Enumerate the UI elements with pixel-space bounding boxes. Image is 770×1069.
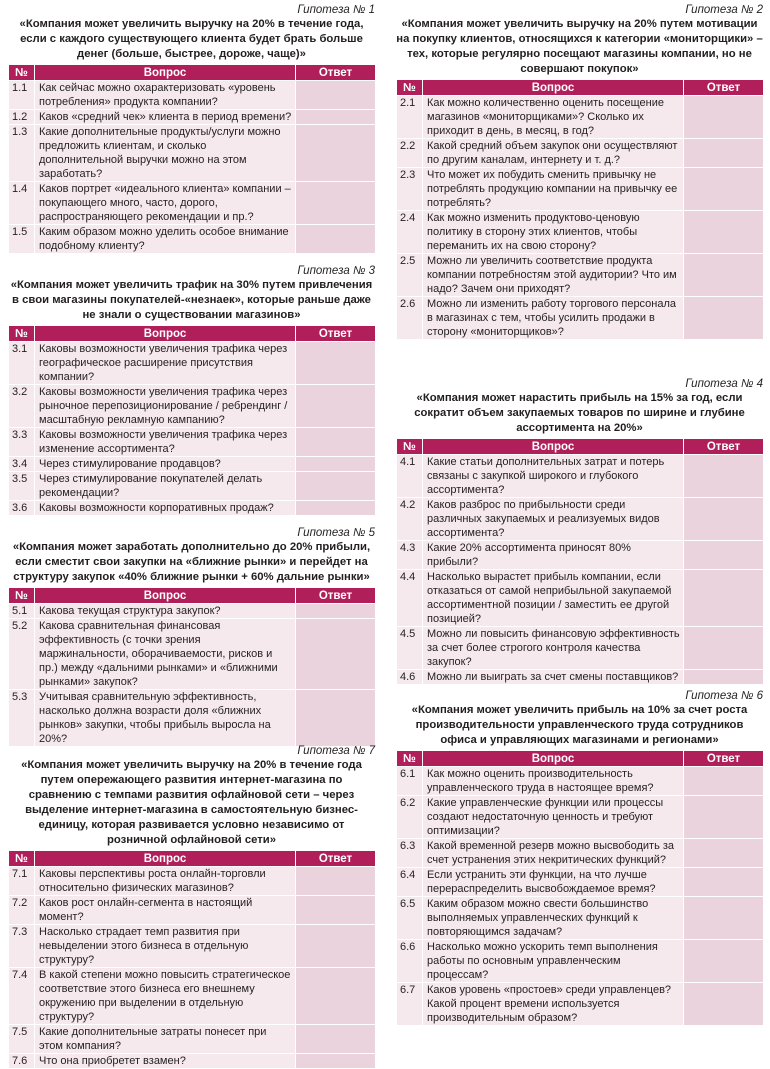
table-row (397, 627, 764, 670)
column-header-question: Вопрос (35, 851, 296, 867)
answer-cell[interactable] (684, 297, 764, 340)
question-text: Какие 20% ассортимента приносят 80% прибыли? (423, 541, 684, 570)
answer-cell[interactable] (296, 1025, 376, 1054)
table-row (9, 110, 376, 125)
column-header-question: Вопрос (35, 326, 296, 342)
answer-cell[interactable] (296, 125, 376, 182)
answer-cell[interactable] (296, 501, 376, 516)
table-row (397, 96, 764, 139)
column-header-answer: Ответ (684, 439, 764, 455)
hypothesis-label: Гипотеза № 1 (297, 4, 375, 16)
question-text: Каков уровень «простоев» среди управленцев? Какой процент времени используется производительным образом? (423, 983, 684, 1026)
table-header (397, 439, 764, 455)
column-header-number: № (9, 588, 35, 604)
question-text: Какова сравнительная финансовая эффективность (с точки зрения маржинальности, оборачиваемости, рисков и пр.) между «дальними рынками» и «ближними рынками» закупок? (35, 619, 296, 690)
question-text: Какие статьи дополнительных затрат и потерь связаны с закупкой широкого и глубокого ассортимента? (423, 455, 684, 498)
question-number: 7.5 (9, 1025, 35, 1054)
question-number: 2.5 (397, 254, 423, 297)
answer-cell[interactable] (684, 498, 764, 541)
question-number: 3.3 (9, 428, 35, 457)
question-number: 3.5 (9, 472, 35, 501)
question-text: Можно ли увеличить соответствие продукта компании потребностям этой аудитории? Что им надо? Зачем они приходят? (423, 254, 684, 297)
table-row (397, 570, 764, 627)
question-text: Через стимулирование покупателей делать рекомендации? (35, 472, 296, 501)
question-number: 1.2 (9, 110, 35, 125)
table-header (9, 65, 376, 81)
column-header-number: № (9, 851, 35, 867)
answer-cell[interactable] (296, 110, 376, 125)
question-text: Через стимулирование продавцов? (35, 457, 296, 472)
table-row (397, 897, 764, 940)
question-number: 2.4 (397, 211, 423, 254)
table-row (9, 385, 376, 428)
question-text: Насколько вырастет прибыль компании, если отказаться от самой неприбыльной закупаемой ассортиментной позиции / заместить ее другой позицией? (423, 570, 684, 627)
column-header-answer: Ответ (296, 326, 376, 342)
question-text: Что она приобретет взамен? (35, 1054, 296, 1069)
table-row (9, 968, 376, 1025)
table-row (397, 139, 764, 168)
hypothesis-4 (396, 378, 763, 685)
column-header-question: Вопрос (423, 80, 684, 96)
column-header-number: № (397, 751, 423, 767)
table-row (9, 604, 376, 619)
question-text: Каков портрет «идеального клиента» компании – покупающего много, часто, дорого, распространяющего рекомендации и пр.? (35, 182, 296, 225)
question-number: 2.6 (397, 297, 423, 340)
answer-cell[interactable] (296, 225, 376, 254)
column-header-question: Вопрос (35, 65, 296, 81)
answer-cell[interactable] (684, 983, 764, 1026)
question-text: Какие дополнительные продукты/услуги можно предложить клиентам, и сколько дополнительной выручки можно на этом заработать? (35, 125, 296, 182)
question-text: Каков «средний чек» клиента в период времени? (35, 110, 296, 125)
questions-table (8, 64, 376, 254)
table-row (9, 501, 376, 516)
question-text: Можно ли выиграть за счет смены поставщиков? (423, 670, 684, 685)
answer-cell[interactable] (684, 168, 764, 211)
answer-cell[interactable] (296, 472, 376, 501)
answer-cell[interactable] (684, 796, 764, 839)
answer-cell[interactable] (296, 457, 376, 472)
hypothesis-1 (8, 4, 375, 254)
question-number: 6.3 (397, 839, 423, 868)
hypothesis-title: «Компания может увеличить трафик на 30% путем привлечения в свои магазины покупателей-«незнаек», которые раньше даже не знали о существовании магазинов» (10, 279, 373, 321)
table-row (9, 457, 376, 472)
question-text: Каковы перспективы роста онлайн-торговли относительно физических магазинов? (35, 867, 296, 896)
question-number: 6.1 (397, 767, 423, 796)
questions-table (8, 850, 376, 1069)
question-text: Какова текущая структура закупок? (35, 604, 296, 619)
table-row (397, 670, 764, 685)
answer-cell[interactable] (684, 211, 764, 254)
table-row (9, 867, 376, 896)
question-text: Каковы возможности увеличения трафика через рыночное перепозиционирование / ребрендинг / масштабную рекламную кампанию? (35, 385, 296, 428)
answer-cell[interactable] (296, 968, 376, 1025)
hypothesis-title: «Компания может увеличить выручку на 20% в течение года, если с каждого существующего клиента будет брать больше денег (больше, быстрее, дороже, чаще)» (19, 18, 364, 60)
question-number: 7.1 (9, 867, 35, 896)
table-row (9, 925, 376, 968)
table-row (397, 254, 764, 297)
answer-cell[interactable] (684, 670, 764, 685)
question-number: 6.7 (397, 983, 423, 1026)
column-header-number: № (397, 80, 423, 96)
question-number: 4.3 (397, 541, 423, 570)
question-number: 7.6 (9, 1054, 35, 1069)
question-text: Каков разброс по прибыльности среди различных закупаемых и реализуемых видов ассортимента? (423, 498, 684, 541)
table-row (9, 182, 376, 225)
question-text: Как можно оценить производительность управленческого труда в настоящее время? (423, 767, 684, 796)
table-row (9, 472, 376, 501)
column-header-answer: Ответ (296, 588, 376, 604)
question-number: 7.3 (9, 925, 35, 968)
questions-table (396, 79, 764, 340)
question-text: Если устранить эти функции, на что лучше перераспределить высвобождаемое время? (423, 868, 684, 897)
question-text: Какой средний объем закупок они осуществляют по другим каналам, интернету и т. д.? (423, 139, 684, 168)
question-number: 7.2 (9, 896, 35, 925)
question-text: Каковы возможности увеличения трафика через изменение ассортимента? (35, 428, 296, 457)
question-text: Каков рост онлайн-сегмента в настоящий момент? (35, 896, 296, 925)
table-row (9, 1054, 376, 1069)
answer-cell[interactable] (296, 896, 376, 925)
table-row (9, 125, 376, 182)
table-row (397, 168, 764, 211)
hypothesis-label: Гипотеза № 4 (685, 378, 763, 390)
hypothesis-label: Гипотеза № 3 (297, 265, 375, 277)
table-row (9, 428, 376, 457)
question-number: 1.1 (9, 81, 35, 110)
table-row (397, 983, 764, 1026)
table-header (9, 588, 376, 604)
question-text: Что может их побудить сменить привычку не потреблять продукцию компании на привычку ее потреблять? (423, 168, 684, 211)
questions-table (8, 325, 376, 516)
question-text: Насколько страдает темп развития при невыделении этого бизнеса в отдельную структуру? (35, 925, 296, 968)
question-text: Учитывая сравнительную эффективность, насколько должна возрасти доля «ближних рынков» закупки, чтобы прибыль выросла на 20%? (35, 690, 296, 747)
question-number: 2.3 (397, 168, 423, 211)
question-number: 2.2 (397, 139, 423, 168)
question-number: 3.4 (9, 457, 35, 472)
answer-cell[interactable] (684, 96, 764, 139)
answer-cell[interactable] (684, 839, 764, 868)
question-number: 6.4 (397, 868, 423, 897)
table-row (397, 868, 764, 897)
hypothesis-title: «Компания может увеличить выручку на 20% путем мотивации на покупку клиентов, относящихся к категории «мониторщики» – тех, которые регулярно посещают магазины компании, но не совершают покупок» (396, 18, 763, 75)
table-row (9, 1025, 376, 1054)
question-number: 3.6 (9, 501, 35, 516)
hypothesis-5 (8, 527, 375, 747)
table-row (9, 342, 376, 385)
question-text: Каким образом можно уделить особое внимание подобному клиенту? (35, 225, 296, 254)
column-header-answer: Ответ (296, 65, 376, 81)
table-row (397, 297, 764, 340)
question-text: Какие дополнительные затраты понесет при этом компания? (35, 1025, 296, 1054)
column-header-number: № (9, 65, 35, 81)
question-number: 4.6 (397, 670, 423, 685)
answer-cell[interactable] (296, 81, 376, 110)
hypothesis-7 (8, 745, 375, 1069)
table-header (9, 851, 376, 867)
question-number: 5.1 (9, 604, 35, 619)
question-number: 5.3 (9, 690, 35, 747)
table-row (397, 498, 764, 541)
answer-cell[interactable] (296, 182, 376, 225)
questions-table (396, 750, 764, 1026)
table-row (9, 225, 376, 254)
question-number: 4.5 (397, 627, 423, 670)
question-text: Каковы возможности корпоративных продаж? (35, 501, 296, 516)
column-header-number: № (9, 326, 35, 342)
question-text: Насколько можно ускорить темп выполнения работы по основным управленческим процессам? (423, 940, 684, 983)
table-row (397, 839, 764, 868)
question-text: Какой временной резерв можно высвободить за счет устранения этих некритических функций? (423, 839, 684, 868)
question-number: 2.1 (397, 96, 423, 139)
answer-cell[interactable] (684, 868, 764, 897)
question-number: 3.1 (9, 342, 35, 385)
column-header-answer: Ответ (684, 751, 764, 767)
question-number: 3.2 (9, 385, 35, 428)
answer-cell[interactable] (684, 627, 764, 670)
question-text: Каким образом можно свести большинство выполняемых управленческих функций к повторяющимся задачам? (423, 897, 684, 940)
question-text: Как можно изменить продуктово-ценовую политику в сторону этих клиентов, чтобы переманить их на свою сторону? (423, 211, 684, 254)
answer-cell[interactable] (684, 455, 764, 498)
answer-cell[interactable] (296, 690, 376, 747)
answer-cell[interactable] (684, 254, 764, 297)
table-row (9, 896, 376, 925)
answer-cell[interactable] (296, 619, 376, 690)
answer-cell[interactable] (296, 428, 376, 457)
answer-cell[interactable] (684, 767, 764, 796)
question-text: В какой степени можно повысить стратегическое соответствие этого бизнеса его внешнему окружению при выделении в отдельную структуру? (35, 968, 296, 1025)
hypothesis-6 (396, 690, 763, 1026)
column-header-answer: Ответ (684, 80, 764, 96)
question-number: 5.2 (9, 619, 35, 690)
hypothesis-2 (396, 4, 763, 340)
hypothesis-label: Гипотеза № 6 (685, 690, 763, 702)
table-row (9, 619, 376, 690)
question-text: Как можно количественно оценить посещение магазинов «мониторщиками»? Сколько их приходит в день, в месяц, в год? (423, 96, 684, 139)
table-row (397, 211, 764, 254)
column-header-number: № (397, 439, 423, 455)
table-row (397, 541, 764, 570)
table-header (397, 80, 764, 96)
hypothesis-label: Гипотеза № 5 (297, 527, 375, 539)
hypothesis-label: Гипотеза № 2 (685, 4, 763, 16)
hypothesis-title: «Компания может нарастить прибыль на 15% за год, если сократит объем закупаемых товаров по ширине и глубине ассортимента на 20%» (414, 392, 745, 434)
answer-cell[interactable] (296, 1054, 376, 1069)
question-text: Как сейчас можно охарактеризовать «уровень потребления» продукта компании? (35, 81, 296, 110)
answer-cell[interactable] (684, 139, 764, 168)
question-text: Какие управленческие функции или процессы создают недостаточную ценность и требуют оптимизации? (423, 796, 684, 839)
table-row (397, 767, 764, 796)
question-text: Каковы возможности увеличения трафика через географическое расширение присутствия компании? (35, 342, 296, 385)
question-number: 6.2 (397, 796, 423, 839)
table-header (9, 326, 376, 342)
question-number: 7.4 (9, 968, 35, 1025)
answer-cell[interactable] (684, 897, 764, 940)
questions-table (396, 438, 764, 685)
answer-cell[interactable] (296, 342, 376, 385)
table-row (397, 940, 764, 983)
hypothesis-title: «Компания может заработать дополнительно до 20% прибыли, если сместит свои закупки на «ближние рынки» и перейдет на структуру закупок «40% ближние рынки + 60% дальние рынки» (12, 541, 371, 583)
hypothesis-title: «Компания может увеличить выручку на 20% в течение года путем опережающего развития интернет-магазина по сравнению с темпами развития офлайновой сети – через выделение интернет-магазина в самостоятельную бизнес-единицу, которая развивается условно независимо от розничной офлайновой сети» (21, 759, 362, 846)
column-header-question: Вопрос (423, 751, 684, 767)
question-text: Можно ли изменить работу торгового персонала в магазинах с тем, чтобы усилить продажи в сторону «мониторщиков»? (423, 297, 684, 340)
answer-cell[interactable] (296, 867, 376, 896)
answer-cell[interactable] (684, 570, 764, 627)
answer-cell[interactable] (684, 940, 764, 983)
question-number: 6.5 (397, 897, 423, 940)
column-header-answer: Ответ (296, 851, 376, 867)
question-number: 4.2 (397, 498, 423, 541)
question-number: 4.1 (397, 455, 423, 498)
question-number: 1.3 (9, 125, 35, 182)
hypothesis-3 (8, 265, 375, 516)
table-row (9, 690, 376, 747)
column-header-question: Вопрос (35, 588, 296, 604)
question-number: 1.4 (9, 182, 35, 225)
hypothesis-title: «Компания может увеличить прибыль на 10% за счет роста производительности управленческого труда сотрудников офиса и управляющих магазинами и регионами» (411, 704, 748, 746)
answer-cell[interactable] (296, 385, 376, 428)
question-text: Можно ли повысить финансовую эффективность за счет более строгого контроля качества закупок? (423, 627, 684, 670)
table-row (397, 455, 764, 498)
answer-cell[interactable] (296, 925, 376, 968)
question-number: 6.6 (397, 940, 423, 983)
question-number: 4.4 (397, 570, 423, 627)
column-header-question: Вопрос (423, 439, 684, 455)
question-number: 1.5 (9, 225, 35, 254)
table-row (9, 81, 376, 110)
table-header (397, 751, 764, 767)
hypothesis-label: Гипотеза № 7 (297, 745, 375, 757)
answer-cell[interactable] (296, 604, 376, 619)
questions-table (8, 587, 376, 747)
answer-cell[interactable] (684, 541, 764, 570)
table-row (397, 796, 764, 839)
